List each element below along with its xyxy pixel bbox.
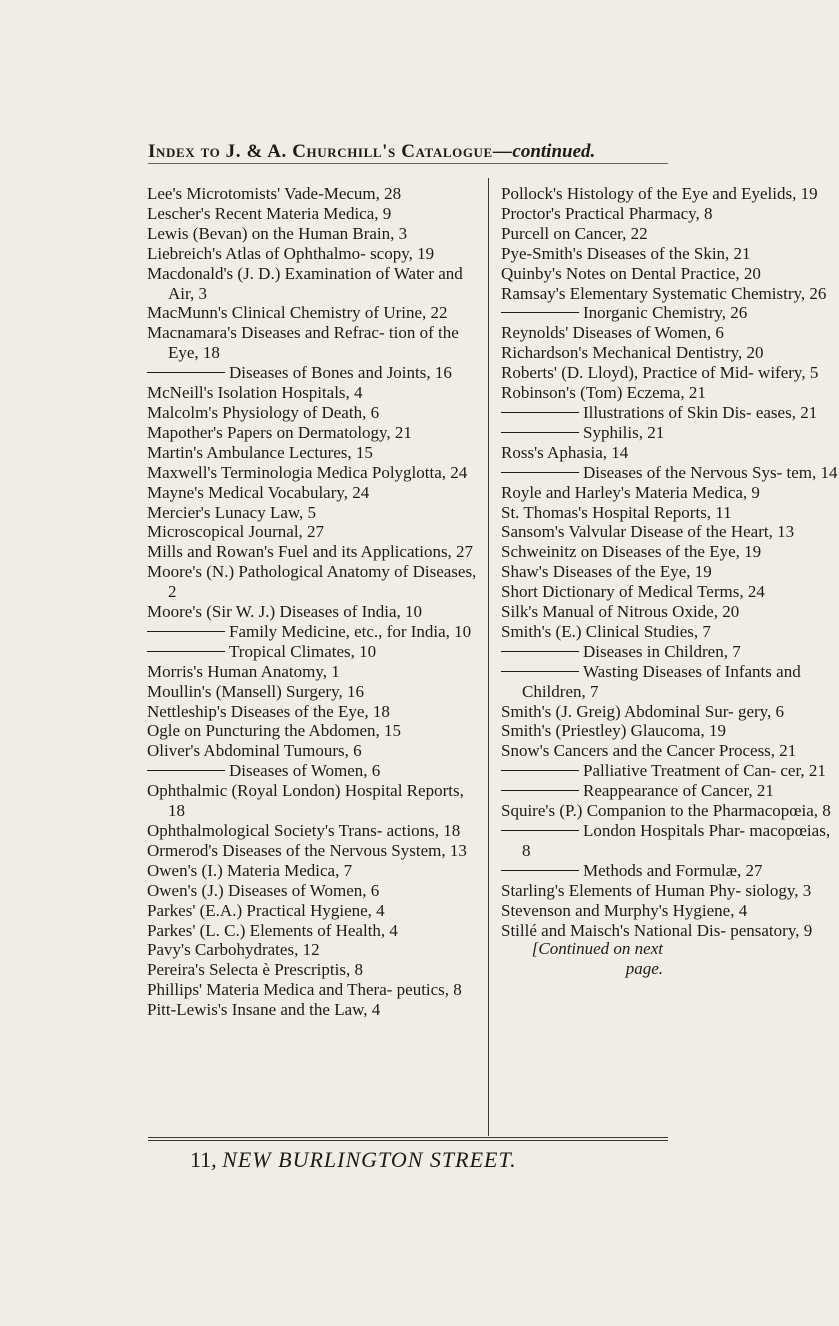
index-entry-text: Diseases of Bones and Joints, 16 [229,363,452,383]
index-entry [147,522,482,542]
index-entry [501,503,839,523]
index-entry-text: Pereira's Selecta è Prescriptis, 8 [147,960,363,980]
index-entry [501,582,839,602]
index-entry-text: Diseases in Children, 7 [583,641,741,661]
index-entry-text: Ophthalmological Society's Trans- actions, 18 [147,821,461,840]
index-entry [147,761,482,781]
index-entry-text: Purcell on Cancer, 22 [501,223,648,243]
index-entry-text: Short Dictionary of Medical Terms, 24 [501,582,765,602]
index-entry [147,204,482,224]
index-entry-text: Parkes' (E.A.) Practical Hygiene, 4 [147,900,385,920]
index-entry-text: Mapother's Papers on Dermatology, 21 [147,422,412,442]
index-entry-text: Ramsay's Elementary Systematic Chemistry, 26 [501,283,827,303]
index-entry-text: Reynolds' Diseases of Women, 6 [501,323,724,343]
index-entry [147,542,482,562]
index-entry [501,781,839,801]
footer-rule-upper [148,1137,668,1138]
index-entry [501,463,839,483]
index-entry [147,901,482,921]
index-entry [147,562,482,602]
index-entry-text: Smith's (E.) Clinical Studies, 7 [501,621,711,641]
index-entry-text: Malcolm's Physiology of Death, 6 [147,402,380,422]
index-entry-text: Oliver's Abdominal Tumours, 6 [147,741,362,761]
index-entry-text: Diseases of Women, 6 [229,761,381,781]
footer-number: 11, [190,1147,217,1172]
index-entry [147,881,482,901]
index-entry-text: Ophthalmic (Royal London) Hospital Reports, 18 [147,781,464,821]
ditto-dash [147,651,225,652]
index-entry [501,861,839,881]
index-entry-text: Smith's (J. Greig) Abdominal Sur- gery, 6 [501,701,785,721]
index-entry-text: Proctor's Practical Pharmacy, 8 [501,203,713,223]
index-entry-text: Ogle on Puncturing the Abdomen, 15 [147,721,402,741]
index-entry-text: London Hospitals Phar- macopœias, 8 [522,821,831,860]
index-entry-text: Quinby's Notes on Dental Practice, 20 [501,263,761,283]
index-entry-text: Sansom's Valvular Disease of the Heart, 13 [501,522,795,542]
ditto-dash [147,372,225,373]
index-entry-text: Pollock's Histology of the Eye and Eyelids, 19 [501,184,818,203]
header-rule [148,163,668,164]
index-entry-text: Reappearance of Cancer, 21 [583,781,774,801]
index-entry-text: Pavy's Carbohydrates, 12 [147,940,320,960]
index-entry [501,741,839,761]
index-entry [147,821,482,841]
index-entry [501,821,839,861]
index-entry [501,443,839,463]
index-entry-text: McNeill's Isolation Hospitals, 4 [147,383,363,403]
index-entry [147,841,482,861]
index-entry-text: Inorganic Chemistry, 26 [583,303,748,323]
index-entry-text: Morris's Human Anatomy, 1 [147,661,340,681]
index-entry [147,960,482,980]
index-entry-text: Lescher's Recent Materia Medica, 9 [147,203,392,223]
index-entry [501,343,839,363]
index-entry [147,642,482,662]
index-entry [501,642,839,662]
index-column-left [147,184,482,1020]
index-entry [501,881,839,901]
index-entry-text: Ormerod's Diseases of the Nervous System, 13 [147,840,467,860]
index-entry-text: Ross's Aphasia, 14 [501,442,629,462]
index-entry [147,383,482,403]
index-entry [501,383,839,403]
footer-street: NEW BURLINGTON STREET. [222,1147,517,1172]
index-entry [501,662,839,702]
index-entry-text: Stillé and Maisch's National Dis- pensatory, 9 [501,920,813,940]
ditto-dash [147,770,225,771]
index-entry [147,622,482,642]
index-entry [501,622,839,642]
index-entry [501,702,839,722]
index-entry-text: Methods and Formulæ, 27 [583,860,763,880]
index-entry [147,323,482,363]
index-entry-text: Phillips' Materia Medica and Thera- peutics, 8 [147,980,462,1000]
index-entry-text: Tropical Climates, 10 [229,641,377,661]
index-entry-text: Squire's (P.) Companion to the Pharmacopœia, 8 [501,801,831,821]
index-entry-text: Palliative Treatment of Can- cer, 21 [583,761,826,781]
index-entry [147,602,482,622]
index-entry [501,602,839,622]
index-entry-text: Maxwell's Terminologia Medica Polyglotta, 24 [147,462,468,482]
index-entry-text: Wasting Diseases of Infants and Children, 7 [522,661,801,701]
header-title: Index to J. & A. Churchill's Catalogue— [148,141,513,162]
index-entry [147,483,482,503]
index-column-right [501,184,839,996]
index-entry [501,224,839,244]
index-entry-text: Parkes' (L. C.) Elements of Health, 4 [147,920,398,940]
index-entry [501,483,839,503]
column-divider [488,178,489,1136]
index-entry [147,463,482,483]
index-entry-text: Robinson's (Tom) Eczema, 21 [501,383,706,403]
index-entry [147,503,482,523]
index-entry-text: Royle and Harley's Materia Medica, 9 [501,482,760,502]
index-entry-text: Nettleship's Diseases of the Eye, 18 [147,701,390,721]
index-entry-text: Snow's Cancers and the Cancer Process, 21 [501,741,797,761]
index-entry-text: Owen's (J.) Diseases of Women, 6 [147,880,380,900]
index-entry [501,303,839,323]
index-entry [147,363,482,383]
index-entry-text: Schweinitz on Diseases of the Eye, 19 [501,542,762,562]
index-entry-text: MacMunn's Clinical Chemistry of Urine, 22 [147,303,448,323]
index-entry-text: Pitt-Lewis's Insane and the Law, 4 [147,1000,381,1020]
index-entry-text: Moullin's (Mansell) Surgery, 16 [147,681,364,701]
index-entry [501,721,839,741]
ditto-dash [501,830,579,831]
index-entry [147,861,482,881]
index-entry-text: Diseases of the Nervous Sys- tem, 14 [583,462,838,482]
index-entry [501,522,839,542]
ditto-dash [501,770,579,771]
footer-rule-lower [148,1140,668,1141]
index-entry [147,702,482,722]
index-entry-text: Stevenson and Murphy's Hygiene, 4 [501,900,748,920]
index-entry [501,184,839,204]
index-entry-text: Lewis (Bevan) on the Human Brain, 3 [147,223,408,243]
index-entry-text: Syphilis, 21 [583,422,665,442]
index-entry [501,542,839,562]
index-entry-text: Moore's (N.) Pathological Anatomy of Diseases, 2 [147,562,477,602]
ditto-dash [147,631,225,632]
ditto-dash [501,870,579,871]
index-entry [147,264,482,304]
index-entry [501,423,839,443]
index-entry-text: Richardson's Mechanical Dentistry, 20 [501,343,764,363]
index-entry-text: Shaw's Diseases of the Eye, 19 [501,562,712,582]
index-entry-text: Liebreich's Atlas of Ophthalmo- scopy, 19 [147,243,435,263]
index-entry [501,244,839,264]
header-continued: continued. [512,141,596,162]
index-entry-text: Roberts' (D. Lloyd), Practice of Mid- wifery, 5 [501,363,819,383]
index-entry-text: Mills and Rowan's Fuel and its Applications, 27 [147,542,474,562]
index-entry [147,244,482,264]
index-entry-text: Mayne's Medical Vocabulary, 24 [147,482,370,502]
index-entry-text: Starling's Elements of Human Phy- siology, 3 [501,880,812,900]
index-entry-text: Illustrations of Skin Dis- eases, 21 [583,402,818,422]
index-entry [147,443,482,463]
index-entry [147,184,482,204]
ditto-dash [501,790,579,791]
page-header [148,141,708,163]
index-entry [147,224,482,244]
index-entry [501,562,839,582]
index-entry [147,980,482,1000]
index-entry-text: Microscopical Journal, 27 [147,522,325,542]
index-entry [501,284,839,304]
index-entry [147,682,482,702]
index-entry [501,264,839,284]
index-entry-text: Lee's Microtomists' Vade-Mecum, 28 [147,184,402,203]
index-entry-text: Macnamara's Diseases and Refrac- tion of the Eye, 18 [147,323,459,363]
ditto-dash [501,651,579,652]
index-entry-text: Martin's Ambulance Lectures, 15 [147,442,373,462]
index-entry [501,901,839,921]
index-entry [501,801,839,821]
index-entry-text: Macdonald's (J. D.) Examination of Water and Air, 3 [147,263,463,303]
ditto-dash [501,671,579,672]
ditto-dash [501,472,579,473]
index-entry [147,1000,482,1020]
continued-note: [Continued on next page. [531,939,663,979]
index-entry [501,921,839,941]
index-entry [501,204,839,224]
index-entry [147,781,482,821]
ditto-dash [501,412,579,413]
index-entry [147,403,482,423]
index-entry [501,323,839,343]
index-entry-text: Moore's (Sir W. J.) Diseases of India, 10 [147,602,423,622]
ditto-dash [501,312,579,313]
index-entry-text: St. Thomas's Hospital Reports, 11 [501,502,732,522]
index-entry [147,721,482,741]
index-entry [147,423,482,443]
index-entry-text: Pye-Smith's Diseases of the Skin, 21 [501,243,751,263]
index-entry [147,940,482,960]
page-footer [190,1147,670,1173]
index-entry-text: Smith's (Priestley) Glaucoma, 19 [501,721,726,741]
index-entry [147,303,482,323]
index-entry-text: Mercier's Lunacy Law, 5 [147,502,317,522]
index-entry [501,363,839,383]
index-entry [147,921,482,941]
index-entry-text: Silk's Manual of Nitrous Oxide, 20 [501,602,740,622]
index-entry-text: Family Medicine, etc., for India, 10 [229,621,472,641]
index-entry [147,662,482,682]
index-entry [147,741,482,761]
index-entry [501,761,839,781]
ditto-dash [501,432,579,433]
index-entry [501,403,839,423]
index-entry-text: Owen's (I.) Materia Medica, 7 [147,860,353,880]
